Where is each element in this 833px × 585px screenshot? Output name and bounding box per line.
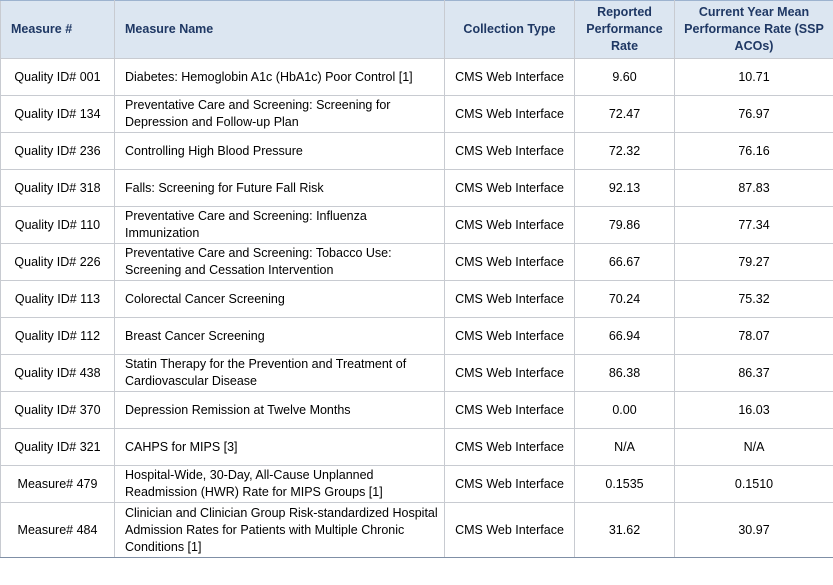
reported-rate: 0.00 (575, 392, 675, 429)
reported-rate: 66.94 (575, 318, 675, 355)
header-measure-number: Measure # (1, 1, 115, 59)
measure-number: Quality ID# 134 (1, 96, 115, 133)
mean-rate: 78.07 (675, 318, 833, 355)
measure-name: CAHPS for MIPS [3] (115, 429, 445, 466)
collection-type: CMS Web Interface (445, 392, 575, 429)
measure-name: Diabetes: Hemoglobin A1c (HbA1c) Poor Control [1] (115, 59, 445, 96)
reported-rate: 70.24 (575, 281, 675, 318)
header-collection-type: Collection Type (445, 1, 575, 59)
table-row (1, 355, 833, 392)
collection-type: CMS Web Interface (445, 96, 575, 133)
collection-type: CMS Web Interface (445, 133, 575, 170)
reported-rate: 0.1535 (575, 466, 675, 503)
header-measure-name: Measure Name (115, 1, 445, 59)
collection-type: CMS Web Interface (445, 466, 575, 503)
mean-rate: 75.32 (675, 281, 833, 318)
measure-number: Quality ID# 236 (1, 133, 115, 170)
collection-type: CMS Web Interface (445, 170, 575, 207)
table-row (1, 96, 833, 133)
measure-name: Preventative Care and Screening: Tobacco Use: Screening and Cessation Intervention (115, 244, 445, 281)
reported-rate: 79.86 (575, 207, 675, 244)
reported-rate: 31.62 (575, 503, 675, 558)
table-row (1, 503, 833, 558)
mean-rate: 76.97 (675, 96, 833, 133)
measure-name: Preventative Care and Screening: Screening for Depression and Follow-up Plan (115, 96, 445, 133)
mean-rate: 76.16 (675, 133, 833, 170)
measure-number: Quality ID# 001 (1, 59, 115, 96)
measure-number: Measure# 484 (1, 503, 115, 558)
mean-rate: 30.97 (675, 503, 833, 558)
measure-name: Colorectal Cancer Screening (115, 281, 445, 318)
reported-rate: 72.32 (575, 133, 675, 170)
collection-type: CMS Web Interface (445, 429, 575, 466)
mean-rate: 10.71 (675, 59, 833, 96)
measure-name: Breast Cancer Screening (115, 318, 445, 355)
measure-number: Quality ID# 226 (1, 244, 115, 281)
mean-rate: N/A (675, 429, 833, 466)
header-mean-rate: Current Year Mean Performance Rate (SSP ACOs) (675, 1, 833, 59)
reported-rate: N/A (575, 429, 675, 466)
table-row (1, 392, 833, 429)
measure-number: Quality ID# 318 (1, 170, 115, 207)
collection-type: CMS Web Interface (445, 59, 575, 96)
measure-name: Preventative Care and Screening: Influenza Immunization (115, 207, 445, 244)
table-row (1, 429, 833, 466)
mean-rate: 77.34 (675, 207, 833, 244)
reported-rate: 72.47 (575, 96, 675, 133)
collection-type: CMS Web Interface (445, 244, 575, 281)
collection-type: CMS Web Interface (445, 503, 575, 558)
measure-number: Quality ID# 321 (1, 429, 115, 466)
mean-rate: 16.03 (675, 392, 833, 429)
measure-number: Quality ID# 370 (1, 392, 115, 429)
reported-rate: 9.60 (575, 59, 675, 96)
measure-number: Measure# 479 (1, 466, 115, 503)
measure-number: Quality ID# 112 (1, 318, 115, 355)
measure-name: Hospital-Wide, 30-Day, All-Cause Unplanned Readmission (HWR) Rate for MIPS Groups [1] (115, 466, 445, 503)
reported-rate: 66.67 (575, 244, 675, 281)
table-row (1, 170, 833, 207)
table-row (1, 207, 833, 244)
collection-type: CMS Web Interface (445, 281, 575, 318)
measure-name: Depression Remission at Twelve Months (115, 392, 445, 429)
table-row (1, 59, 833, 96)
table-row (1, 318, 833, 355)
measure-number: Quality ID# 110 (1, 207, 115, 244)
measure-number: Quality ID# 438 (1, 355, 115, 392)
collection-type: CMS Web Interface (445, 207, 575, 244)
measure-name: Clinician and Clinician Group Risk-standardized Hospital Admission Rates for Patients with Multiple Chronic Conditions [1] (115, 503, 445, 558)
table-row (1, 133, 833, 170)
mean-rate: 87.83 (675, 170, 833, 207)
header-reported-rate: Reported Performance Rate (575, 1, 675, 59)
table-row (1, 281, 833, 318)
table-row (1, 244, 833, 281)
table-row (1, 466, 833, 503)
reported-rate: 92.13 (575, 170, 675, 207)
mean-rate: 79.27 (675, 244, 833, 281)
header-row (1, 1, 833, 59)
mean-rate: 0.1510 (675, 466, 833, 503)
mean-rate: 86.37 (675, 355, 833, 392)
measure-name: Controlling High Blood Pressure (115, 133, 445, 170)
collection-type: CMS Web Interface (445, 355, 575, 392)
measure-name: Falls: Screening for Future Fall Risk (115, 170, 445, 207)
measure-number: Quality ID# 113 (1, 281, 115, 318)
measure-name: Statin Therapy for the Prevention and Treatment of Cardiovascular Disease (115, 355, 445, 392)
collection-type: CMS Web Interface (445, 318, 575, 355)
reported-rate: 86.38 (575, 355, 675, 392)
